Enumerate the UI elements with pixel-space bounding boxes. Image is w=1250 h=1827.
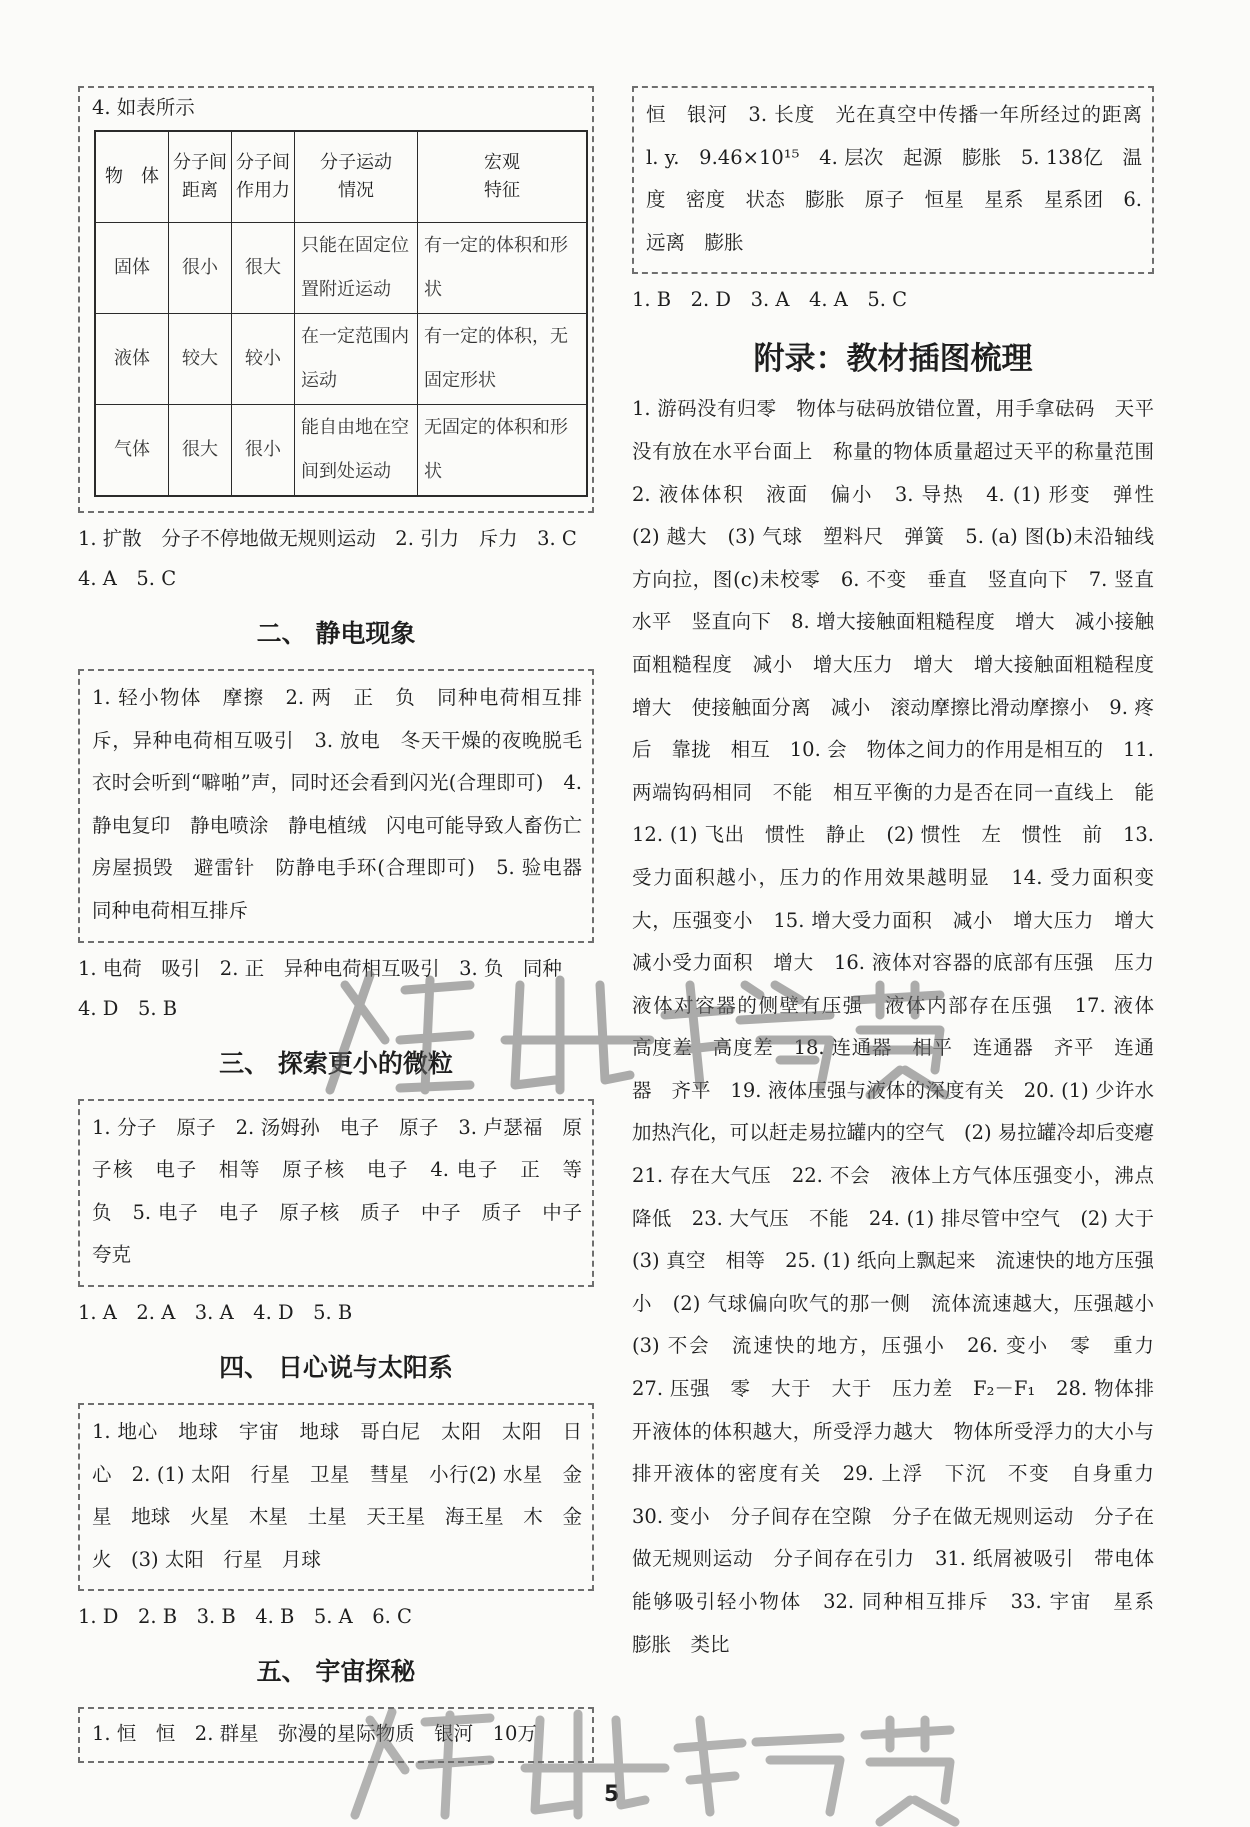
table-header-row [95, 131, 587, 223]
table-cell: 很小 [232, 405, 295, 497]
table-cell: 很小 [169, 223, 232, 314]
section-title-static-electricity: 二、 静电现象 [256, 619, 416, 648]
answers-static-electricity: 1. 电荷 吸引 2. 正 异种电荷相互吸引 3. 负 同种 4. D 5. B [78, 956, 582, 1020]
table-header-cell: 分子间 距离 [169, 131, 232, 223]
molecule-properties-table [94, 130, 588, 497]
table-cell: 很大 [232, 223, 295, 314]
appendix-title: 附录：教材插图梳理 [753, 341, 1033, 378]
table-header-cell: 宏观 特征 [418, 131, 588, 223]
table-cell: 有一定的体积，无固定形状 [418, 314, 588, 405]
table-cell: 只能在固定位置附近运动 [295, 223, 418, 314]
table-row [95, 314, 587, 405]
right-column [632, 86, 1174, 1666]
table-lead: 4. 如表所示 [92, 96, 195, 119]
answers-smaller-particles: 1. A 2. A 3. A 4. D 5. B [78, 1300, 353, 1324]
answer-box-smaller-particles: 1. 分子 原子 2. 汤姆孙 电子 原子 3. 卢瑟福 原子核 电子 相等 原子核 电子 4. 电子 正 等 负 5. 电子 电子 原子核 质子 中子 质子 中子 夸克 [78, 1099, 594, 1287]
table-header-cell: 物 体 [95, 131, 169, 223]
table-cell: 无固定的体积和形状 [418, 405, 588, 497]
page-number: 5 [604, 1782, 620, 1807]
table-cell: 气体 [95, 405, 169, 497]
section-title-solar-system: 四、 日心说与太阳系 [219, 1352, 453, 1382]
answers-universe: 1. B 2. D 3. A 4. A 5. C [632, 288, 908, 312]
section-title-universe: 五、 宇宙探秘 [256, 1657, 416, 1687]
table-cell: 很大 [169, 405, 232, 497]
left-column [78, 86, 602, 1763]
table-cell: 较大 [169, 314, 232, 405]
table-header-cell: 分子间 作用力 [232, 131, 295, 223]
table-cell: 较小 [232, 314, 295, 405]
table-row [95, 405, 587, 497]
table-row [95, 223, 587, 314]
section-title-smaller-particles: 三、 探索更小的微粒 [219, 1048, 453, 1078]
table-cell: 在一定范围内运动 [295, 314, 418, 405]
answers-solar-system: 1. D 2. B 3. B 4. B 5. A 6. C [78, 1605, 412, 1629]
answer-box-universe: 1. 恒 恒 2. 群星 弥漫的星际物质 银河 10万 [78, 1707, 594, 1763]
answer-box-universe-continued: 恒 银河 3. 长度 光在真空中传播一年所经过的距离 l. y. 9.46×10¹⁵ 4. 层次 起源 膨胀 5. 138亿 温度 密度 状态 膨胀 原子 恒星 星系 星系团 6. 远离 膨胀 [632, 86, 1154, 274]
table-cell: 液体 [95, 314, 169, 405]
answer-box-static-electricity: 1. 轻小物体 摩擦 2. 两 正 负 同种电荷相互排斥，异种电荷相互吸引 3. 放电 冬天干燥的夜晚脱毛衣时会听到“噼啪”声，同时还会看到闪光(合理即可) 4. 静电复印 静电喷涂 静电植绒 闪电可能导致人畜伤亡 房屋损毁 避雷针 防静电手环(合理即可) 5. 验电器 同种电荷相互排斥 [78, 669, 594, 943]
table-header-cell: 分子运动 情况 [295, 131, 418, 223]
table-cell: 固体 [95, 223, 169, 314]
appendix-answers: 1. 游码没有归零 物体与砝码放错位置，用手拿砝码 天平没有放在水平台面上 称量的物体质量超过天平的称量范围 2. 液体体积 液面 偏小 3. 导热 4. (1) 形变 弹性 (2) 越大 (3) 气球 塑料尺 弹簧 5. (a) 图(b)未沿轴线方向拉，图(c)未校零 6. 不变 垂直 竖直向下 7. 竖直 水平 竖直向下 8. 增大接触面粗糙程度 增大 减小接触面粗糙程度 减小 增大压力 增大 增大接触面粗糙程度 增大 使接触面分离 减小 滚动摩擦比滑动摩擦小 9. 疼 后 靠拢 相互 10. 会 物体之间力的作用是相互的 11. 两端钩码相同 不能 相互平衡的力是否在同一直线上 能 12. (1) 飞出 惯性 静止 (2) 惯性 左 惯性 前 13. 受力面积越小，压力的作用效果越明显 14. 受力面积变大，压强变小 15. 增大受力面积 减小 增大压力 增大 减小受力面积 增大 16. 液体对容器的底部有压强 压力 液体对容器的侧壁有压强 液体内部存在压强 17. 液体 高度差 高度差 18. 连通器 相平 连通器 齐平 连通器 齐平 19. 液体压强与液体的深度有关 20. (1) 少许水加热汽化，可以赶走易拉罐内的空气 (2) 易拉罐冷却后变瘪 21. 存在大气压 22. 不会 液体上方气体压强变小，沸点降低 23. 大气压 不能 24. (1) 排尽管中空气 (2) 大于 (3) 真空 相等 25. (1) 纸向上飘起来 流速快的地方压强小 (2) 气球偏向吹气的那一侧 流体流速越大，压强越小 (3) 不会 流速快的地方，压强小 26. 变小 零 重力 27. 压强 零 大于 大于 压力差 F₂－F₁ 28. 物体排开液体的体积越大，所受浮力越大 物体所受浮力的大小与排开液体的密度有关 29. 上浮 下沉 不变 自身重力 30. 变小 分子间存在空隙 分子在做无规则运动 分子在做无规则运动 分子间存在引力 31. 纸屑被吸引 带电体能够吸引轻小物体 32. 同种相互排斥 33. 宇宙 星系 膨胀 类比 [632, 397, 1174, 1656]
table-answer-box [78, 86, 594, 513]
table-cell: 能自由地在空间到处运动 [295, 405, 418, 497]
table-cell: 有一定的体积和形状 [418, 223, 588, 314]
answers-after-table: 1. 扩散 分子不停地做无规则运动 2. 引力 斥力 3. C 4. A 5. C [78, 527, 597, 590]
answer-box-solar-system: 1. 地心 地球 宇宙 地球 哥白尼 太阳 太阳 日心 2. (1) 太阳 行星 卫星 彗星 小行(2) 水星 金星 地球 火星 木星 土星 天王星 海王星 木 金 火 (3) 太阳 行星 月球 [78, 1403, 594, 1591]
